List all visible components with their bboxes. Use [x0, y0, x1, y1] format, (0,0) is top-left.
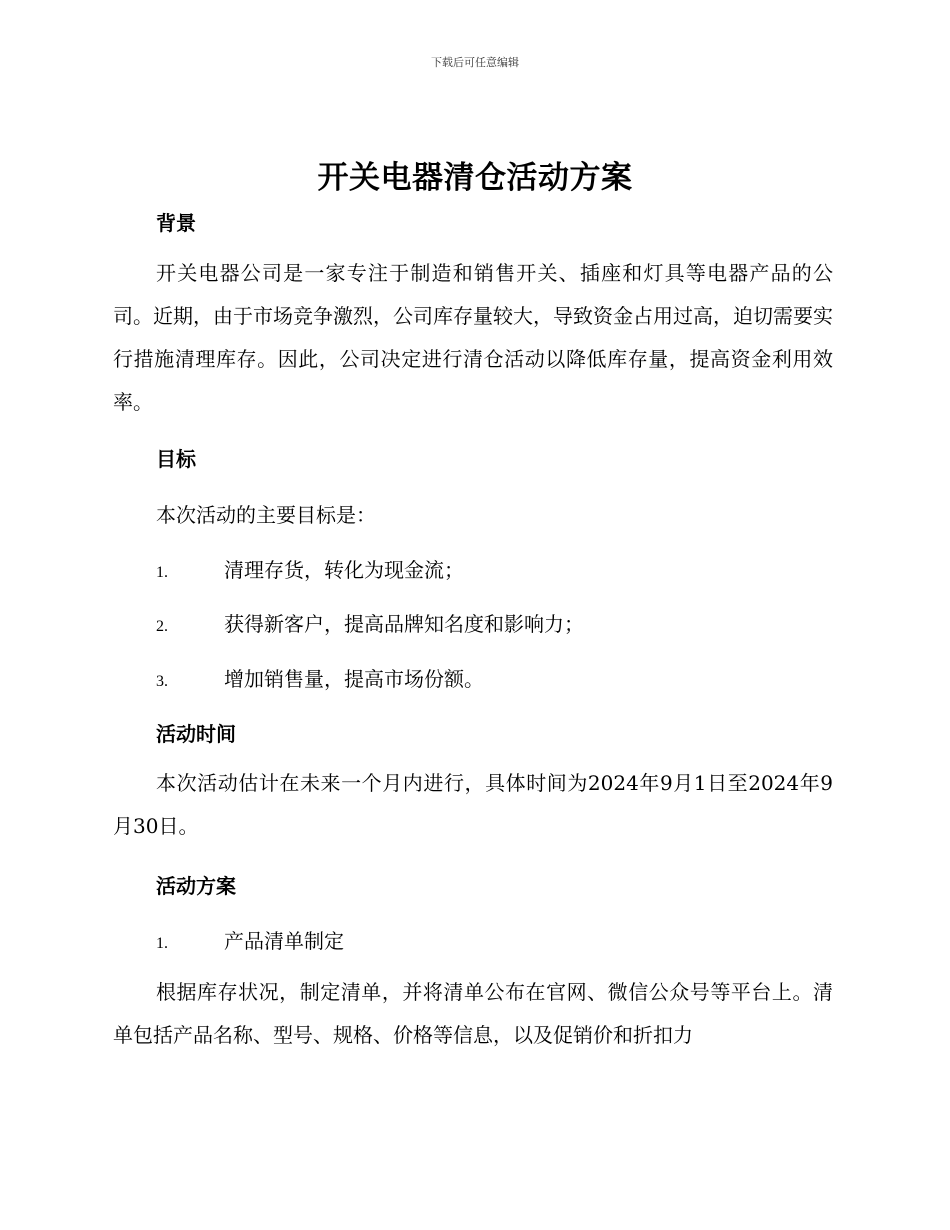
list-number: 3.	[156, 673, 168, 690]
goal-list-item	[156, 608, 584, 637]
section-heading-goals: 目标	[156, 447, 196, 471]
list-text: 清理存货，转化为现金流；	[224, 558, 464, 582]
list-text: 产品清单制定	[224, 929, 344, 953]
goals-intro: 本次活动的主要目标是：	[156, 503, 376, 527]
section-heading-time: 活动时间	[156, 722, 236, 746]
plan-list-item	[156, 925, 344, 954]
background-paragraph: 开关电器公司是一家专注于制造和销售开关、插座和灯具等电器产品的公司。近期，由于市场竞争激烈，公司库存量较大，导致资金占用过高，迫切需要实行措施清理库存。因此，公司决定进行清仓活动以降低库存量，提高资金利用效率。	[113, 261, 833, 414]
list-text: 获得新客户，提高品牌知名度和影响力；	[224, 612, 584, 636]
section-heading-background: 背景	[156, 211, 196, 235]
document-title: 开关电器清仓活动方案	[317, 160, 633, 196]
list-text: 增加销售量，提高市场份额。	[224, 667, 484, 691]
list-number: 1.	[156, 935, 168, 952]
list-number: 1.	[156, 564, 168, 581]
page-header-note: 下载后可任意编辑	[431, 56, 519, 69]
plan-paragraph: 根据库存状况，制定清单，并将清单公布在官网、微信公众号等平台上。清单包括产品名称、型号、规格、价格等信息，以及促销价和折扣力	[113, 980, 833, 1047]
section-heading-plan: 活动方案	[156, 874, 236, 898]
time-paragraph: 本次活动估计在未来一个月内进行，具体时间为2024年9月1日至2024年9月30日。	[113, 771, 833, 838]
goal-list-item	[156, 554, 464, 583]
goal-list-item	[156, 663, 484, 692]
list-number: 2.	[156, 618, 168, 635]
